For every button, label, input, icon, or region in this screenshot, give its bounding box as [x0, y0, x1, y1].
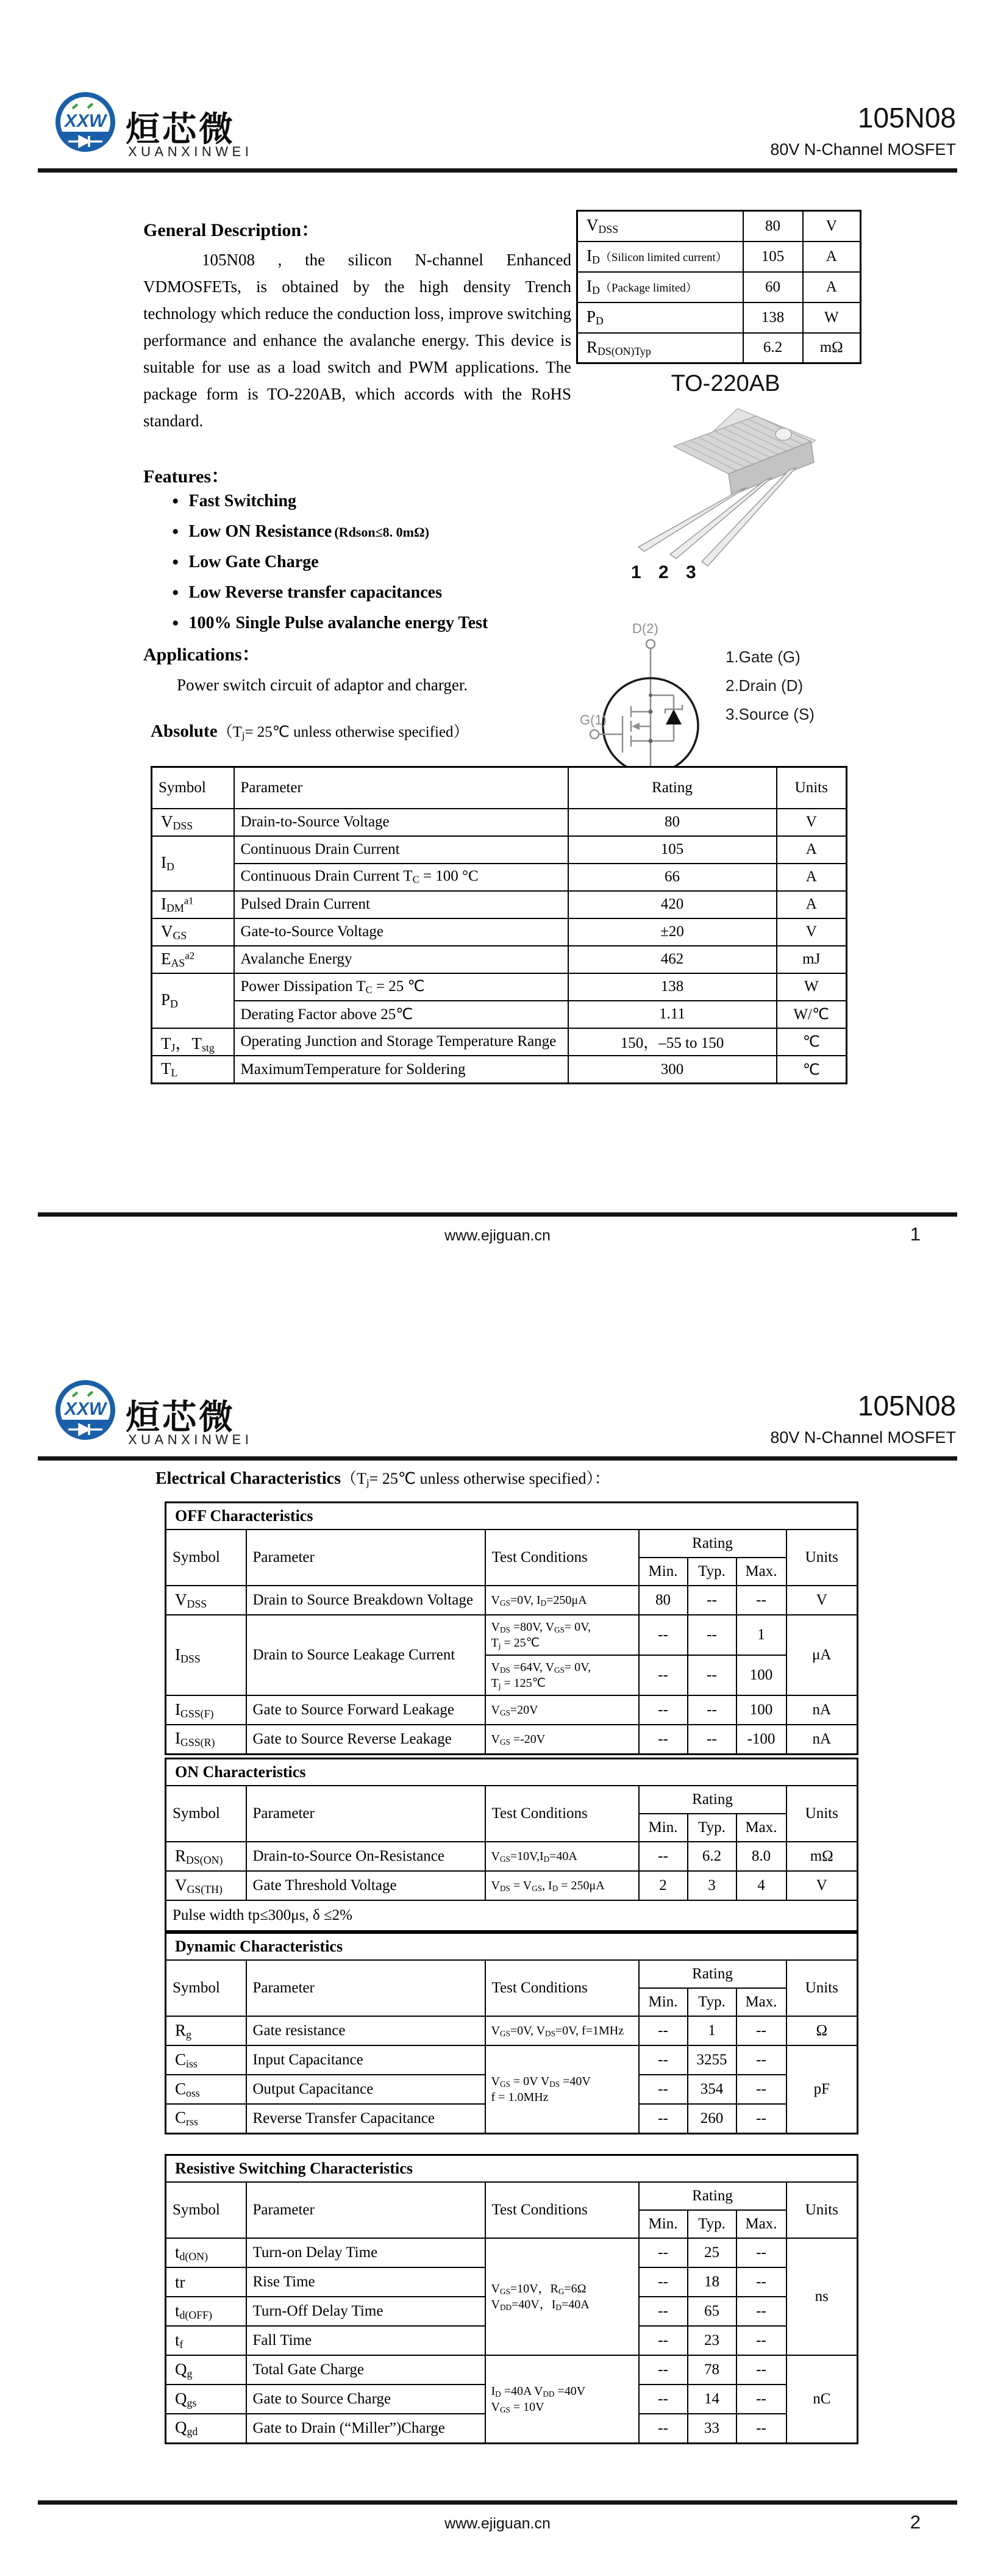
column-header: Typ. — [688, 1558, 736, 1586]
drain-label: D(2) — [632, 621, 658, 636]
substrate-arrow — [632, 723, 640, 730]
header-rule — [38, 1456, 957, 1461]
bullet-icon: ● — [172, 617, 179, 629]
off-characteristics-table — [165, 1501, 858, 1755]
table-row: $R_{DS(ON)Typ}$ 6.2 mΩ — [577, 333, 861, 363]
column-header: Test Conditions — [485, 1530, 639, 1586]
part-number: 105N08 — [857, 1390, 956, 1422]
page-number: 1 — [910, 1223, 921, 1245]
list-item: ● Low Gate Charge — [172, 553, 319, 571]
logo-text: XXW — [64, 1399, 107, 1419]
table-header-row — [152, 767, 847, 809]
table-row: $T_L$ MaximumTemperature for Soldering 300 ℃ — [152, 1056, 847, 1083]
table-row: $V_{GS}$ Gate-to-Source Voltage ±20 V — [152, 918, 847, 946]
table-header-row — [166, 1960, 858, 1988]
pin-numbers-label: 1 2 3 — [631, 562, 702, 582]
column-header: Rating — [639, 1530, 786, 1558]
table-row: Continuous Drain Current $T_C = 100$ °C 66 A — [152, 864, 847, 891]
column-header: Parameter — [246, 1530, 485, 1586]
footer-url: www.ejiguan.cn — [444, 1227, 551, 1244]
footer-rule — [38, 1212, 957, 1217]
table-row: $R_g$ Gate resistance $V_{GS}=0V$, $V_{DS}=0V$, f=1MHz -- 1 -- Ω — [166, 2016, 858, 2045]
table-row: $t_{d(ON)}$ Turn-on Delay Time $V_{GS}=10V$，$R_G=6\Omega$ $V_{DD}=40V$，$I_D=40A$ -- 25 -- ns — [166, 2238, 858, 2267]
features-title: Features： — [143, 467, 230, 487]
bullet-icon: ● — [172, 495, 179, 507]
company-name-cn: 烜芯微 — [126, 110, 235, 148]
column-header: Symbol — [152, 767, 234, 809]
column-header: Typ. — [688, 1814, 736, 1842]
general-description-body: 105N08 , the silicon N-channel Enhanced VDMOSFETs, is obtained by the high density Trench technology which reduce the conduction loss, improve switching performance and enhance the avalanche energy. This device is suitable for use as a load switch and PWM applications. The package form is TO-220AB, which accords with the RoHS standard. — [143, 251, 571, 430]
logo-icon — [54, 90, 117, 154]
column-header: Min. — [639, 1988, 688, 2016]
bullet-icon: ● — [172, 525, 179, 538]
page-number: 2 — [910, 2511, 921, 2533]
column-header: Units — [786, 1530, 858, 1586]
company-logo — [54, 90, 117, 157]
table-row: $V_{GS(TH)}$ Gate Threshold Voltage $V_{DS} = V_{GS}$, $I_D = 250\mu A$ 2 3 4 V — [166, 1871, 858, 1900]
table-row: $R_{DS(ON)}$ Drain-to-Source On-Resistance $V_{GS}=10V,I_D=40A$ -- 6.2 8.0 mΩ — [166, 1842, 858, 1871]
list-item: ● Low ON Resistance (Rdson≤8. 0mΩ) — [172, 522, 429, 541]
table-row: $V_{DSS}$ Drain-to-Source Voltage 80 V — [152, 809, 847, 836]
dynamic-characteristics-table — [165, 1932, 858, 2134]
column-header: Min. — [639, 1814, 688, 1842]
applications-body: Power switch circuit of adaptor and charger. — [177, 676, 468, 694]
list-item: ● Low Reverse transfer capacitances — [172, 583, 442, 602]
table-row: $V_{DSS}$ Drain to Source Breakdown Voltage $V_{GS}=0V$, $I_D=250\mu A$ 80 -- -- V — [166, 1586, 858, 1615]
table-row: $V_{DS} =64V$, $V_{GS}= 0V$, $T_j$ = 125℃ -- -- 100 — [166, 1655, 858, 1695]
table-row: $I_{DM}^{a1}$ Pulsed Drain Current 420 A — [152, 891, 847, 918]
table-title-row: Resistive Switching Characteristics — [166, 2155, 858, 2183]
company-name-en: XUANXINWEI — [128, 144, 253, 159]
general-description-title: General Description： — [143, 220, 320, 240]
mounting-hole — [776, 428, 791, 440]
column-header: Units — [777, 767, 847, 809]
column-header: Symbol — [166, 2182, 246, 2238]
package-legs — [638, 467, 796, 566]
applications-title: Applications： — [143, 645, 260, 665]
column-header: Units — [786, 1786, 858, 1842]
table-note-row — [166, 1900, 858, 1931]
table-row: tr Rise Time -- 18 -- — [166, 2267, 858, 2297]
company-logo — [54, 1378, 117, 1445]
column-header: Test Conditions — [485, 1786, 639, 1842]
column-header: Max. — [736, 1558, 786, 1586]
column-header: Typ. — [688, 2210, 736, 2238]
table-row: $I_{GSS(R)}$ Gate to Source Reverse Leakage $V_{GS} =-20V$ -- -- -100 nA — [166, 1725, 858, 1754]
resistive-switching-table — [165, 2154, 858, 2444]
column-header: Test Conditions — [485, 2182, 639, 2238]
table-header-row — [166, 1786, 858, 1814]
column-header: Min. — [639, 2210, 688, 2238]
table-row: $C_{rss}$ Reverse Transfer Capacitance -- 260 -- — [166, 2104, 858, 2133]
table-row: $I_{GSS(F)}$ Gate to Source Forward Leakage $V_{GS}=20V$ -- -- 100 nA — [166, 1695, 858, 1725]
column-header: Units — [786, 1960, 858, 2016]
table-title-row: Dynamic Characteristics — [166, 1933, 858, 1961]
features-list — [172, 492, 490, 644]
table-header-row — [166, 1530, 858, 1558]
table-row: $Q_{gd}$ Gate to Drain (“Miller”)Charge -- 33 -- — [166, 2414, 858, 2443]
column-header: Symbol — [166, 1960, 246, 2016]
column-header: Rating — [639, 1960, 786, 1988]
bullet-icon: ● — [172, 586, 179, 599]
list-item: ● Fast Switching — [172, 492, 297, 510]
column-header: Symbol — [166, 1786, 246, 1842]
footer-rule — [38, 2500, 957, 2505]
list-item: ● 100% Single Pulse avalanche energy Test — [172, 614, 488, 632]
column-header: Max. — [736, 1814, 786, 1842]
absolute-ratings-table — [151, 766, 847, 1084]
gate-label: G(1) — [580, 712, 607, 728]
table-row: $E_{AS}^{a2}$ Avalanche Energy 462 mJ — [152, 946, 847, 973]
column-header: Test Conditions — [485, 1960, 639, 2016]
table-row: $C_{oss}$ Output Capacitance -- 354 -- — [166, 2075, 858, 2104]
pin-list-item: 2.Drain (D) — [726, 676, 804, 695]
logo-icon — [54, 1378, 117, 1442]
table-row: $P_D$ Power Dissipation $T_C = 25$ ℃ 138 W — [152, 973, 847, 1001]
footer-url: www.ejiguan.cn — [444, 2515, 551, 2532]
table-row: $P_D$ 138 W — [577, 302, 861, 333]
logo-text: XXW — [64, 111, 107, 131]
drain-terminal — [646, 640, 655, 648]
table-row: $V_{DSS}$ 80 V — [577, 211, 861, 242]
part-subtitle: 80V N-Channel MOSFET — [770, 140, 956, 159]
package-title: TO-220AB — [671, 371, 780, 396]
table-title-row: OFF Characteristics — [166, 1503, 858, 1530]
body-diode — [666, 709, 682, 724]
electrical-characteristics-title: Electrical $Characteristics(T_j=$ 25℃ unless otherwise specified）： — [155, 1469, 610, 1489]
column-header: Parameter — [234, 767, 568, 809]
part-subtitle: 80V N-Channel MOSFET — [770, 1428, 956, 1447]
column-header: Max. — [736, 2210, 786, 2238]
table-note: Pulse width tp≤300μs, δ ≤2% — [166, 1900, 858, 1931]
pin-list — [726, 648, 815, 734]
bullet-icon: ● — [172, 556, 179, 568]
pin-list-item: 1.Gate (G) — [726, 648, 801, 666]
table-row: $t_{d(OFF)}$ Turn-Off Delay Time -- 65 -- — [166, 2297, 858, 2326]
column-header: Parameter — [246, 2182, 485, 2238]
summary-ratings-table — [576, 210, 861, 364]
table-row: $I_{DSS}$ Drain to Source Leakage Current $V_{DS} =80V$, $V_{GS}= 0V$, $T_j$ = 25℃ -- -- 1 μA — [166, 1615, 858, 1655]
column-header: Typ. — [688, 1988, 736, 2016]
column-header: Rating — [639, 2182, 786, 2210]
table-row: $C_{iss}$ Input Capacitance $V_{GS} = 0V$ $V_{DS} =40V$ f = 1.0MHz -- 3255 -- pF — [166, 2045, 858, 2075]
page-2 — [0, 1288, 995, 2576]
mosfet-glyph — [590, 695, 682, 773]
column-header: Rating — [639, 1786, 786, 1814]
column-header: Units — [786, 2182, 858, 2238]
company-name-en: XUANXINWEI — [128, 1432, 253, 1447]
column-header: Parameter — [246, 1960, 485, 2016]
part-number: 105N08 — [857, 102, 956, 134]
table-title-row: ON Characteristics — [166, 1759, 858, 1786]
table-header-row — [166, 2182, 858, 2210]
column-header: Parameter — [246, 1786, 485, 1842]
company-name-cn: 烜芯微 — [126, 1398, 235, 1436]
table-row: $Q_{gs}$ Gate to Source Charge -- 14 -- — [166, 2385, 858, 2414]
on-characteristics-table — [165, 1758, 858, 1932]
table-row: $I_D(Silicon$ limited current） 105 A — [577, 242, 861, 272]
table-row: $I_D$ Continuous Drain Current 105 A — [152, 836, 847, 864]
table-row: $T_J$，$T_{stg}$ Operating Junction and Storage Temperature Range 150，–55 to 150 ℃ — [152, 1028, 847, 1056]
to-220ab-package-image — [601, 398, 844, 599]
column-header: Rating — [568, 767, 777, 809]
column-header: Max. — [736, 1988, 786, 2016]
absolute-ratings-title: $Absolute(T_j=$ 25℃ unless otherwise specified） — [151, 721, 469, 742]
column-header: Symbol — [166, 1530, 246, 1586]
table-row: $Q_g$ Total Gate Charge $I_D =40A$ $V_{DD} =40V$ $V_{GS} = 10V$ -- 78 -- nC — [166, 2355, 858, 2385]
table-row: $t_f$ Fall Time -- 23 -- — [166, 2326, 858, 2355]
table-row: $I_D(Package$ limited） 60 A — [577, 272, 861, 302]
column-header: Min. — [639, 1558, 688, 1586]
pin-list-item: 3.Source (S) — [726, 705, 815, 723]
header-rule — [38, 168, 957, 173]
table-row: Derating Factor above 25℃ 1.11 W/℃ — [152, 1001, 847, 1028]
